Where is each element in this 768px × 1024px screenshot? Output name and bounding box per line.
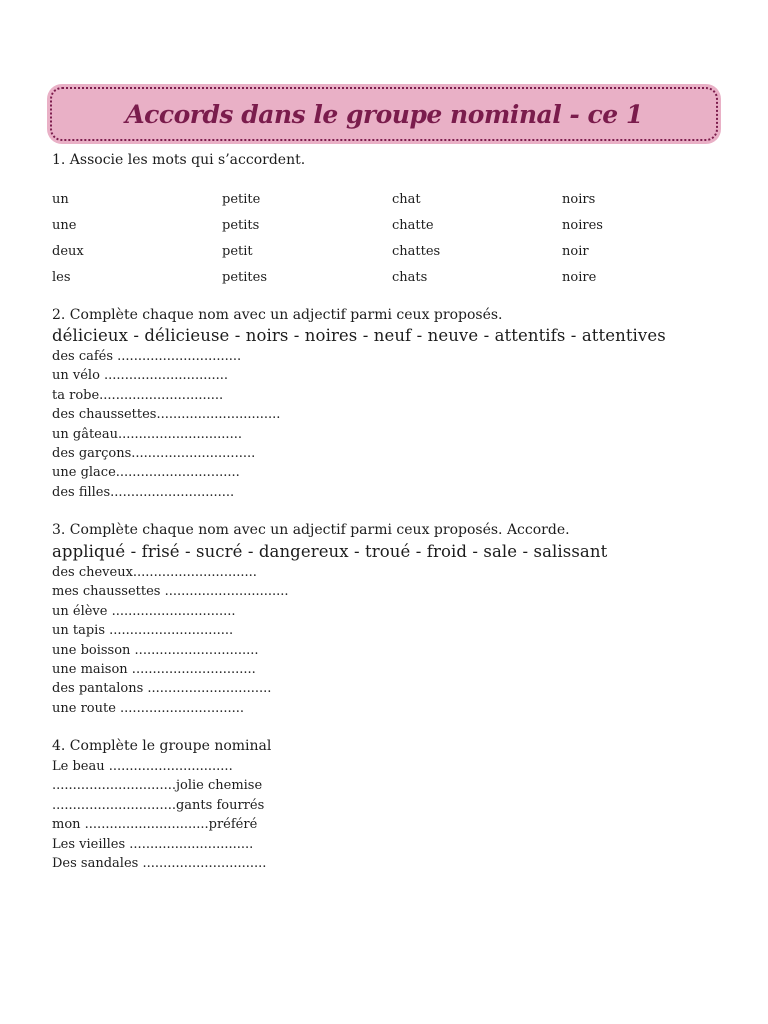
fill-in-line: des chaussettes..............................	[52, 407, 281, 423]
exercise-2-choices: délicieux - délicieuse - noirs - noires - neuf - neuve - attentifs - attentives	[52, 326, 666, 345]
fill-in-line: des cheveux..............................	[52, 565, 257, 580]
word-cell: chatte	[392, 217, 434, 233]
fill-in-line: mes chaussettes ..............................	[52, 584, 289, 600]
word-cell: noir	[562, 243, 589, 259]
exercise-3-heading: 3. Complète chaque nom avec un adjectif parmi ceux proposés. Accorde.	[52, 522, 570, 538]
fill-in-line: Des sandales ..............................	[52, 855, 267, 871]
fill-in-line: un tapis ..............................	[52, 623, 234, 639]
word-cell: noirs	[562, 191, 596, 207]
fill-in-line: ..............................jolie chemise	[52, 778, 263, 794]
word-cell: petits	[222, 217, 260, 233]
word-cell: un	[52, 191, 69, 207]
fill-in-line: un vélo ..............................	[52, 368, 229, 384]
exercise-3-lines	[52, 563, 289, 718]
exercise-4-heading: 4. Complète le groupe nominal	[52, 738, 272, 754]
word-cell: les	[52, 269, 71, 285]
fill-in-line: une glace..............................	[52, 465, 240, 481]
fill-in-line: Les vieilles ..............................	[52, 836, 254, 852]
word-row	[52, 186, 732, 212]
word-cell: chattes	[392, 243, 441, 259]
fill-in-line: mon ..............................préféré	[52, 817, 258, 833]
word-cell: deux	[52, 243, 84, 259]
word-row	[52, 238, 732, 264]
fill-in-line: des pantalons ..............................	[52, 681, 272, 697]
exercise-2-heading: 2. Complète chaque nom avec un adjectif parmi ceux proposés.	[52, 307, 503, 323]
word-cell: noire	[562, 269, 597, 285]
exercise-1-heading: 1. Associe les mots qui s’accordent.	[52, 152, 306, 168]
word-cell: noires	[562, 217, 603, 233]
word-cell: chat	[392, 191, 421, 207]
fill-in-line: Le beau ..............................	[52, 759, 233, 774]
fill-in-line: des filles..............................	[52, 484, 235, 500]
exercise-1-word-grid	[52, 186, 732, 290]
word-row	[52, 264, 732, 290]
fill-in-line: des garçons..............................	[52, 445, 256, 461]
word-cell: chats	[392, 269, 428, 285]
title-banner	[50, 87, 718, 141]
fill-in-line: ..............................gants fourrés	[52, 797, 265, 813]
fill-in-line: une boisson ..............................	[52, 642, 259, 658]
word-cell: petites	[222, 269, 267, 285]
word-cell: une	[52, 217, 77, 233]
fill-in-line: une route ..............................	[52, 700, 245, 716]
fill-in-line: des cafés ..............................	[52, 349, 242, 364]
fill-in-line: une maison ..............................	[52, 661, 256, 677]
page-title: Accords dans le groupe nominal - ce 1	[125, 99, 643, 129]
word-cell: petite	[222, 191, 261, 207]
exercise-3-choices: appliqué - frisé - sucré - dangereux - troué - froid - sale - salissant	[52, 542, 608, 561]
fill-in-line: un élève ..............................	[52, 603, 236, 619]
exercise-2-lines	[52, 347, 280, 502]
fill-in-line: un gâteau..............................	[52, 426, 242, 442]
exercise-4-lines	[52, 757, 266, 873]
word-cell: petit	[222, 243, 253, 259]
fill-in-line: ta robe..............................	[52, 387, 224, 403]
word-row	[52, 212, 732, 238]
